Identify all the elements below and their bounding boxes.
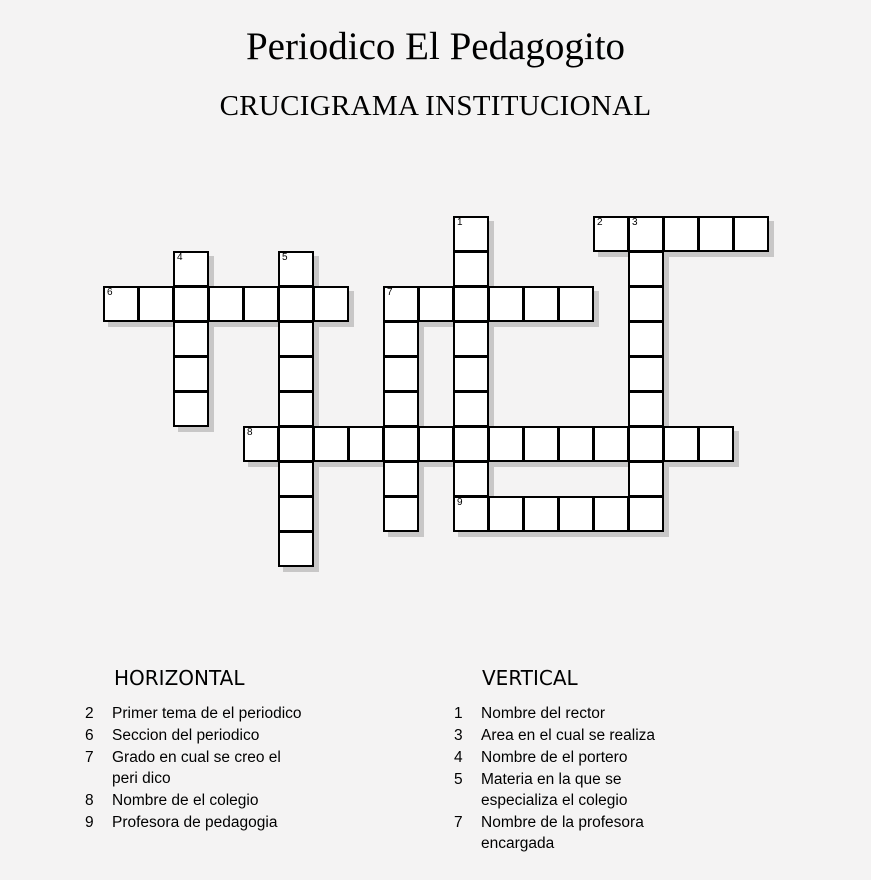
crossword-cell[interactable] (663, 216, 699, 252)
crossword-cell[interactable] (558, 286, 594, 322)
clue-text-line: Primer tema de el periodico (112, 705, 302, 722)
horizontal-clue (85, 812, 302, 833)
crossword-cell[interactable] (243, 286, 279, 322)
crossword-cell[interactable] (593, 496, 629, 532)
crossword-cell[interactable] (453, 356, 489, 392)
crossword-cell[interactable] (383, 391, 419, 427)
clue-number: 8 (247, 427, 253, 438)
crossword-cell[interactable] (278, 426, 314, 462)
clue-number: 7 (85, 749, 94, 766)
crossword-cell[interactable] (383, 321, 419, 357)
crossword-cell[interactable] (208, 286, 244, 322)
crossword-cell[interactable] (313, 286, 349, 322)
crossword-cell[interactable] (278, 531, 314, 567)
crossword-cell[interactable] (453, 391, 489, 427)
clue-number: 7 (387, 287, 393, 298)
clue-text-line: Nombre de el portero (481, 749, 628, 766)
crossword-cell[interactable] (558, 426, 594, 462)
crossword-cell[interactable] (173, 321, 209, 357)
clue-text-line: Materia en la que se (481, 771, 622, 788)
clue-text (112, 747, 281, 789)
clue-number: 9 (457, 497, 463, 508)
clue-text (481, 769, 627, 811)
clue-number: 9 (85, 814, 94, 831)
crossword-cell[interactable] (628, 461, 664, 497)
clue-number: 5 (282, 252, 288, 263)
crossword-cell[interactable] (278, 496, 314, 532)
crossword-cell[interactable] (278, 391, 314, 427)
crossword-cell[interactable] (593, 426, 629, 462)
clue-text-line: Seccion del periodico (112, 727, 260, 744)
crossword-cell[interactable] (628, 426, 664, 462)
vertical-clue (454, 769, 655, 811)
crossword-cell[interactable] (383, 461, 419, 497)
clue-text-line: Grado en cual se creo el (112, 749, 281, 766)
vertical-heading: VERTICAL (482, 666, 578, 690)
clue-number: 7 (454, 814, 463, 831)
crossword-cell[interactable] (733, 216, 769, 252)
vertical-clue (454, 812, 655, 854)
crossword-cell[interactable] (488, 286, 524, 322)
clue-number: 2 (597, 217, 603, 228)
clue-text (112, 790, 258, 811)
crossword-cell[interactable] (383, 356, 419, 392)
crossword-cell[interactable] (453, 461, 489, 497)
crossword-cell[interactable] (313, 426, 349, 462)
clue-text (481, 812, 644, 854)
crossword-cell[interactable] (278, 286, 314, 322)
crossword-cell[interactable] (698, 216, 734, 252)
crossword-cell[interactable] (628, 321, 664, 357)
crossword-cell[interactable] (453, 426, 489, 462)
horizontal-clue (85, 703, 302, 724)
crossword-cell[interactable] (278, 461, 314, 497)
crossword-cell[interactable] (488, 496, 524, 532)
horizontal-clue-list (85, 703, 302, 834)
clue-number: 3 (632, 217, 638, 228)
crossword-cell[interactable] (383, 426, 419, 462)
clue-text-line: encargada (481, 835, 555, 852)
crossword-cell[interactable] (628, 391, 664, 427)
crossword-cell[interactable] (488, 426, 524, 462)
clue-text-line: Area en el cual se realiza (481, 727, 656, 744)
vertical-clue (454, 703, 655, 724)
crossword-cell[interactable] (138, 286, 174, 322)
clue-text-line: peri dico (112, 770, 171, 787)
clue-text-line: Profesora de pedagogia (112, 814, 278, 831)
clue-number: 2 (85, 705, 94, 722)
clue-number: 8 (85, 792, 94, 809)
page-subtitle: CRUCIGRAMA INSTITUCIONAL (219, 90, 652, 122)
crossword-cell[interactable] (663, 426, 699, 462)
clue-text (481, 747, 627, 768)
crossword-cell[interactable] (173, 391, 209, 427)
crossword-cell[interactable] (558, 496, 594, 532)
crossword-cell[interactable] (173, 356, 209, 392)
clue-number: 1 (457, 217, 463, 228)
horizontal-clue (85, 790, 302, 811)
crossword-cell[interactable] (523, 426, 559, 462)
clue-number: 3 (454, 727, 463, 744)
crossword-cell[interactable] (278, 356, 314, 392)
vertical-clue (454, 725, 655, 746)
crossword-cell[interactable] (628, 356, 664, 392)
crossword-cell[interactable] (348, 426, 384, 462)
vertical-clue (454, 747, 655, 768)
clue-text-line: Nombre de la profesora (481, 814, 644, 831)
crossword-cell[interactable] (173, 286, 209, 322)
clue-text-line: especializa el colegio (481, 792, 628, 809)
crossword-cell[interactable] (383, 496, 419, 532)
clue-text-line: Nombre de el colegio (112, 792, 259, 809)
horizontal-clue (85, 725, 302, 746)
clue-text (112, 725, 259, 746)
clue-text (481, 703, 605, 724)
clue-number: 5 (454, 771, 463, 788)
crossword-cell[interactable] (523, 496, 559, 532)
crossword-cell[interactable] (453, 321, 489, 357)
crossword-cell[interactable] (628, 251, 664, 287)
crossword-cell[interactable] (453, 286, 489, 322)
clue-number: 4 (454, 749, 463, 766)
clue-number: 4 (177, 252, 183, 263)
horizontal-clue (85, 747, 302, 789)
horizontal-heading: HORIZONTAL (114, 666, 245, 690)
crossword-cell[interactable] (523, 286, 559, 322)
clue-number: 6 (85, 727, 94, 744)
page-title: Periodico El Pedagogito (245, 25, 626, 68)
clue-text (481, 725, 655, 746)
crossword-cell[interactable] (453, 251, 489, 287)
clue-number: 6 (107, 287, 113, 298)
crossword-cell[interactable] (698, 426, 734, 462)
clue-number: 1 (454, 705, 463, 722)
crossword-cell[interactable] (418, 286, 454, 322)
clue-text-line: Nombre del rector (481, 705, 606, 722)
crossword-cell[interactable] (418, 426, 454, 462)
crossword-cell[interactable] (628, 496, 664, 532)
vertical-clue-list (454, 703, 655, 855)
clue-text (112, 703, 302, 724)
crossword-cell[interactable] (278, 321, 314, 357)
clue-text (112, 812, 277, 833)
crossword-cell[interactable] (628, 286, 664, 322)
